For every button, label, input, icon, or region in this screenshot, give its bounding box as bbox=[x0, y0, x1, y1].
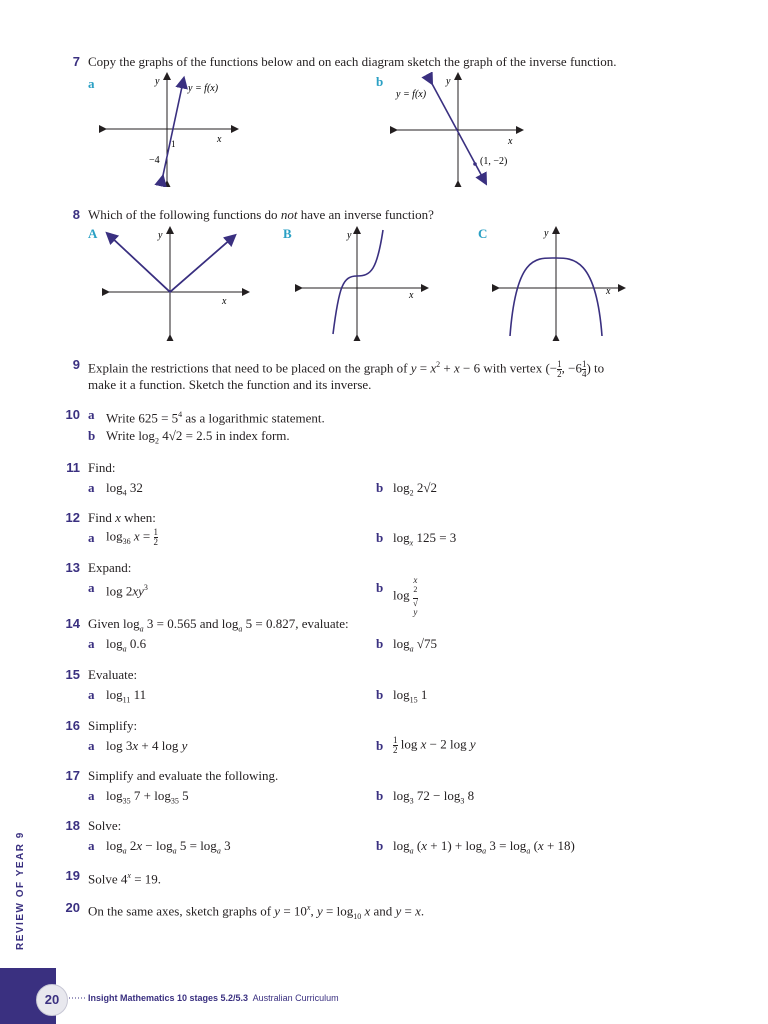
question-number: 17 bbox=[65, 768, 80, 783]
question-text: log 3x + 4 log y bbox=[106, 738, 188, 753]
part-label: b bbox=[376, 738, 384, 753]
part-label: a bbox=[88, 788, 95, 803]
question-number: 11 bbox=[66, 460, 80, 475]
intercept-label: −4 bbox=[149, 155, 160, 166]
part-label: b bbox=[376, 480, 384, 495]
part-label: a bbox=[88, 838, 95, 853]
graph-8a bbox=[100, 226, 250, 341]
question-number: 9 bbox=[72, 357, 80, 372]
graph-8b bbox=[295, 226, 435, 341]
question-text: $\log_a √75$ bbox=[393, 636, 438, 654]
question-text: $\log_{36} x$ = $\frac{1}{2}$ bbox=[106, 527, 158, 547]
part-label: b bbox=[88, 428, 96, 443]
part-label: b bbox=[376, 788, 384, 803]
part-label: b bbox=[376, 687, 384, 702]
question-text: Solve $4^x = 19$. bbox=[88, 871, 162, 887]
option-label: C bbox=[478, 226, 488, 241]
question-number: 18 bbox=[65, 818, 80, 833]
question-text: $\frac{1}{2}$ log x − 2 log y bbox=[393, 735, 476, 755]
part-label: b bbox=[376, 74, 384, 89]
part-label: a bbox=[88, 480, 95, 495]
svg-text:x: x bbox=[606, 286, 611, 297]
part-label: a bbox=[88, 530, 95, 545]
question-text: Solve: bbox=[88, 818, 122, 833]
question-number: 13 bbox=[65, 560, 80, 575]
option-label: B bbox=[283, 226, 292, 241]
part-label: a bbox=[88, 407, 95, 422]
question-text: Explain the restrictions that need to be placed on the graph of $y = x^2 + x - 6$ with vertex (− $\frac{1}{2}$ , −6 $\frac{1}{4}$ ) to bbox=[88, 358, 605, 379]
part-label: b bbox=[376, 838, 384, 853]
question-number: 12 bbox=[65, 510, 80, 525]
question-text: Expand: bbox=[88, 560, 132, 575]
function-label: y = f(x) bbox=[396, 89, 427, 100]
question-text: $\log_{11} 11$ bbox=[106, 687, 147, 705]
intercept-label: 1 bbox=[171, 139, 176, 149]
page-number: 20 bbox=[36, 984, 68, 1016]
part-label: a bbox=[88, 738, 95, 753]
question-text: $\log 2xy^3$ bbox=[106, 583, 148, 599]
question-text: $\log_a 0.6$ bbox=[106, 636, 147, 654]
part-label: a bbox=[88, 580, 95, 595]
question-text: Simplify: bbox=[88, 718, 138, 733]
question-number: 19 bbox=[65, 868, 80, 883]
graph-7b bbox=[390, 72, 530, 187]
part-label: b bbox=[376, 636, 384, 651]
question-text: Evaluate: bbox=[88, 667, 138, 682]
question-text: Which of the following functions do not have an inverse function? bbox=[88, 207, 434, 222]
side-label: REVIEW OF YEAR 9 bbox=[15, 831, 26, 950]
question-number: 10 bbox=[65, 407, 80, 422]
point-label: (1, −2) bbox=[480, 156, 508, 167]
question-text: Copy the graphs of the functions below and on each diagram sketch the graph of the inverse function. bbox=[88, 54, 617, 69]
question-text: $\log_3 72 - \log_3 8$ bbox=[393, 788, 475, 806]
option-label: A bbox=[88, 226, 98, 241]
question-text: log x $^2$ √ y bbox=[393, 575, 418, 617]
question-number: 16 bbox=[65, 718, 80, 733]
svg-text:x: x bbox=[409, 290, 414, 301]
question-number: 7 bbox=[72, 54, 80, 69]
question-number: 15 bbox=[65, 667, 80, 682]
question-text: $\log_{35} 7 + \log_{35} 5$ bbox=[106, 788, 189, 806]
question-text: Simplify and evaluate the following. bbox=[88, 768, 279, 783]
question-text: Find x when: bbox=[88, 510, 156, 525]
function-label: y = f(x) bbox=[188, 83, 219, 94]
part-label: a bbox=[88, 687, 95, 702]
question-text: $\log_2 2√2$ bbox=[393, 480, 438, 498]
x-axis-label: x bbox=[508, 136, 513, 147]
question-text: make it a function. Sketch the function and its inverse. bbox=[88, 377, 372, 392]
graph-8c bbox=[492, 226, 632, 341]
question-text: Write $\log_2 4√2 = 2.5$ in index form. bbox=[106, 428, 290, 446]
question-number: 20 bbox=[65, 900, 80, 915]
svg-text:y: y bbox=[544, 228, 549, 239]
y-axis-label: y bbox=[155, 76, 160, 87]
svg-text:y: y bbox=[347, 230, 352, 241]
part-label: a bbox=[88, 636, 95, 651]
graph-7a bbox=[95, 72, 245, 187]
question-text: $\log_a (x + 1) + \log_a 3 = \log_a (x + 18)$ bbox=[393, 838, 575, 856]
question-text: $\log_{15} 1$ bbox=[393, 687, 428, 705]
question-number: 14 bbox=[65, 616, 80, 631]
question-text: Write $625 = 5^4$ as a logarithmic statement. bbox=[106, 410, 325, 426]
question-number: 8 bbox=[72, 207, 80, 222]
question-text: Given $\log_a 3 = 0.565$ and $\log_a 5 = 0.827$, evaluate: bbox=[88, 616, 349, 634]
x-axis-label: x bbox=[217, 134, 222, 145]
footer-title: Insight Mathematics 10 stages 5.2/5.3 Australian Curriculum bbox=[88, 993, 339, 1003]
question-text: Find: bbox=[88, 460, 116, 475]
svg-text:y: y bbox=[158, 230, 163, 241]
part-label: a bbox=[88, 76, 95, 91]
question-text: $\log_4 32$ bbox=[106, 480, 143, 498]
question-text: $\log_a 2x - \log_a 5 = \log_a 3$ bbox=[106, 838, 231, 856]
y-axis-label: y bbox=[446, 76, 451, 87]
question-text: On the same axes, sketch graphs of $y = 10^x$, $y = \log_{10} x$ and y = x. bbox=[88, 903, 425, 921]
svg-text:x: x bbox=[222, 296, 227, 307]
part-label: b bbox=[376, 530, 384, 545]
question-text: $\log_x 125 = 3$ bbox=[393, 530, 457, 548]
part-label: b bbox=[376, 580, 384, 595]
